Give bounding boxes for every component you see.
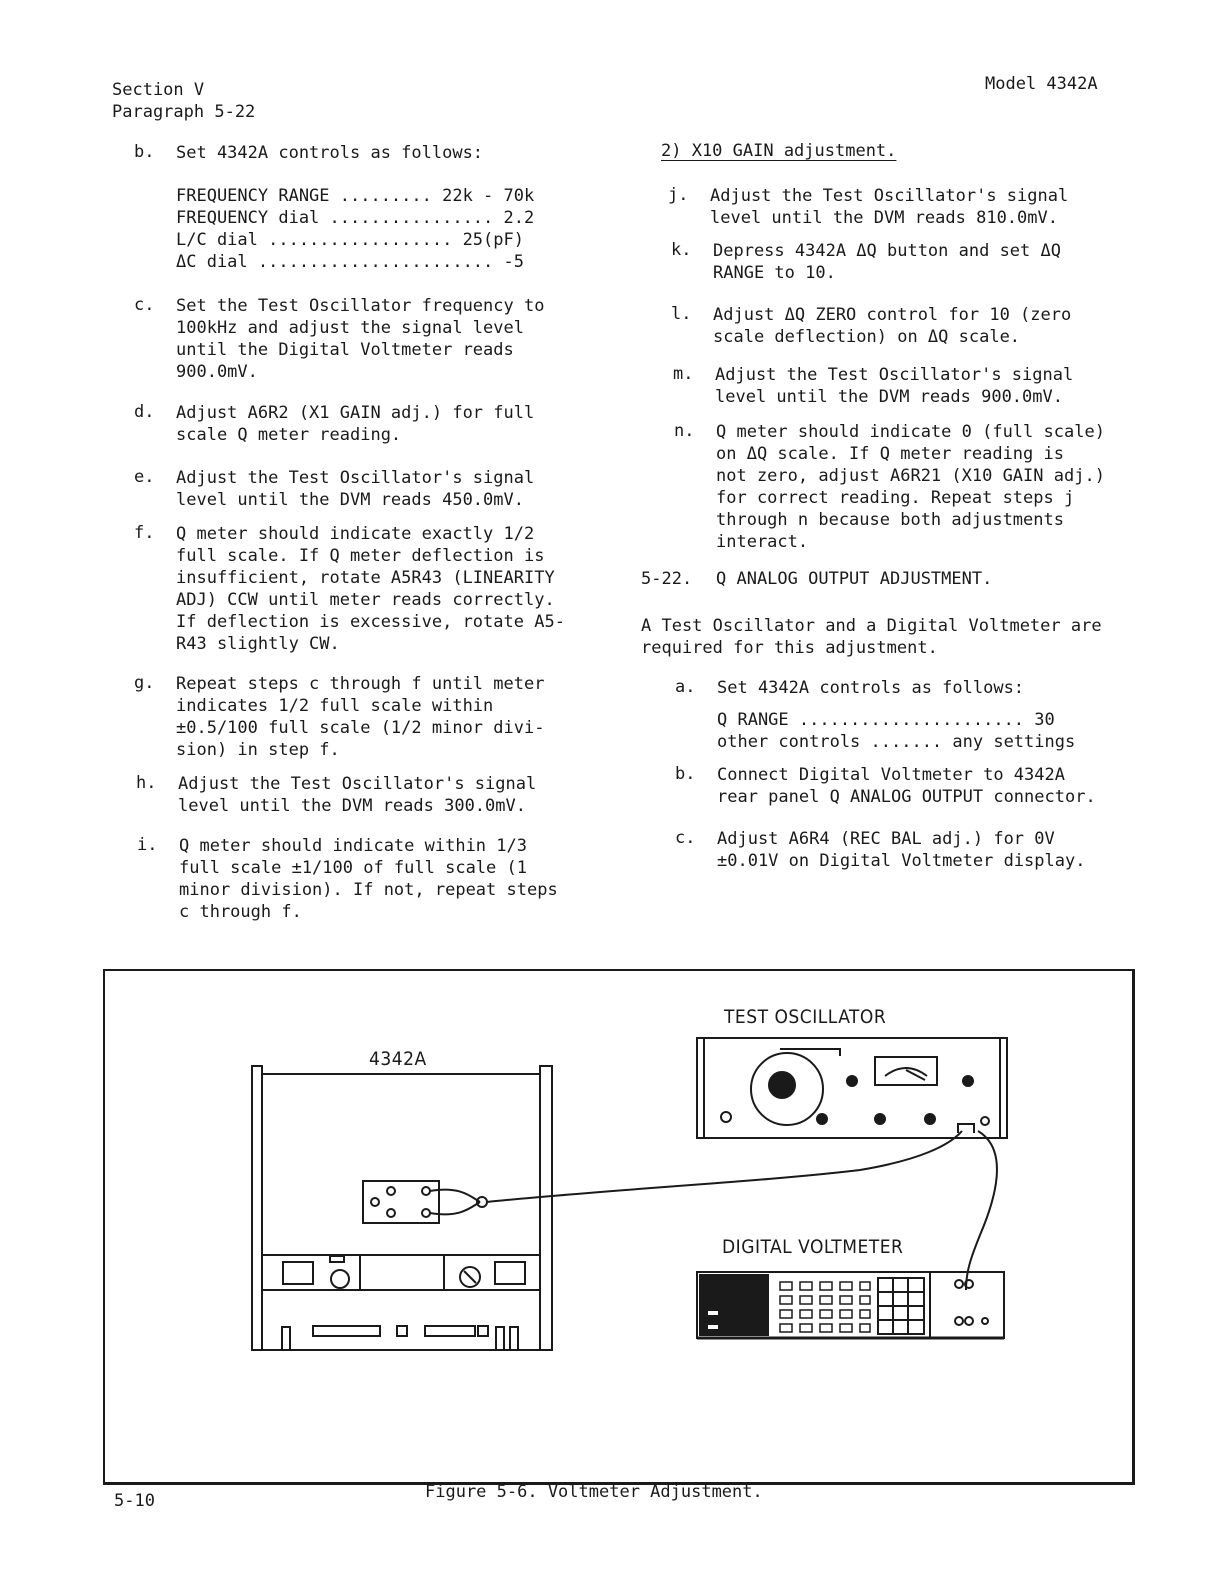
step-text: Adjust the Test Oscillator's signal level until the DVM reads 900.0mV. bbox=[715, 365, 1074, 407]
step-text: Set the Test Oscillator frequency to 100kHz and adjust the signal level until the Digital Voltmeter reads 900.0mV. bbox=[176, 296, 545, 382]
step-label: a. bbox=[675, 677, 696, 697]
step-label: f. bbox=[134, 523, 155, 543]
step-label: h. bbox=[136, 773, 157, 793]
step-text: Adjust A6R4 (REC BAL adj.) for 0V ±0.01V on Digital Voltmeter display. bbox=[717, 829, 1086, 871]
page-number: 5-10 bbox=[114, 1491, 155, 1511]
step-text: Q meter should indicate within 1/3 full scale ±1/100 of full scale (1 minor division). If not, repeat steps c through f. bbox=[179, 836, 558, 922]
step-text: Set 4342A controls as follows: bbox=[176, 143, 484, 163]
instrument-label: 4342A bbox=[369, 1048, 427, 1070]
step-label: l. bbox=[671, 304, 692, 324]
step-label: e. bbox=[134, 467, 155, 487]
instrument-4342a bbox=[252, 1066, 552, 1350]
figure-caption: Figure 5-6. Voltmeter Adjustment. bbox=[425, 1482, 763, 1502]
cable-oscillator bbox=[487, 1131, 962, 1202]
step-label: j. bbox=[668, 185, 689, 205]
setting-line: FREQUENCY RANGE ......... 22k - 70k bbox=[176, 186, 535, 206]
step-text: Adjust ΔQ ZERO control for 10 (zero scale deflection) on ΔQ scale. bbox=[713, 305, 1072, 347]
subheading-x10-gain: 2) X10 GAIN adjustment. bbox=[661, 141, 897, 161]
step-label: g. bbox=[134, 673, 155, 693]
step-label: k. bbox=[671, 240, 692, 260]
paragraph-number: 5-22. bbox=[641, 569, 693, 589]
step-text: Adjust the Test Oscillator's signal level until the DVM reads 300.0mV. bbox=[178, 774, 537, 816]
setting-line: other controls ....... any settings bbox=[717, 732, 1076, 752]
step-label: b. bbox=[134, 142, 155, 162]
step-text: Repeat steps c through f until meter indicates 1/2 full scale within ±0.5/100 full scale (1/2 minor divi- sion) in step f. bbox=[176, 674, 545, 760]
step-text: Connect Digital Voltmeter to 4342A rear panel Q ANALOG OUTPUT connector. bbox=[717, 765, 1096, 807]
step-text: Set 4342A controls as follows: bbox=[717, 678, 1025, 698]
paragraph-title: Q ANALOG OUTPUT ADJUSTMENT. bbox=[716, 569, 993, 589]
step-label: c. bbox=[675, 828, 696, 848]
step-text: Adjust the Test Oscillator's signal level until the DVM reads 450.0mV. bbox=[176, 468, 535, 510]
step-label: m. bbox=[673, 364, 694, 384]
step-label: c. bbox=[134, 295, 155, 315]
setting-line: Q RANGE ...................... 30 bbox=[717, 710, 1055, 730]
step-label: b. bbox=[675, 764, 696, 784]
step-text: Q meter should indicate 0 (full scale) on ΔQ scale. If Q meter reading is not zero, adjust A6R21 (X10 GAIN adj.) for correct reading. Repeat steps j through n because both adjustments interact. bbox=[716, 422, 1105, 552]
step-label: i. bbox=[137, 835, 158, 855]
step-text: Adjust the Test Oscillator's signal level until the DVM reads 810.0mV. bbox=[710, 186, 1069, 228]
paragraph-intro: A Test Oscillator and a Digital Voltmeter are required for this adjustment. bbox=[641, 616, 1102, 658]
model-label: Model 4342A bbox=[985, 74, 1098, 94]
step-label: d. bbox=[134, 402, 155, 422]
voltmeter-label: DIGITAL VOLTMETER bbox=[722, 1236, 904, 1258]
cable-voltmeter bbox=[966, 1131, 997, 1290]
oscillator-label: TEST OSCILLATOR bbox=[724, 1006, 887, 1028]
section-label: Section V bbox=[112, 80, 205, 100]
step-text: Adjust A6R2 (X1 GAIN adj.) for full scale Q meter reading. bbox=[176, 403, 535, 445]
test-oscillator bbox=[697, 1038, 1007, 1138]
step-label: n. bbox=[674, 421, 695, 441]
setting-line: L/C dial .................. 25(pF) bbox=[176, 230, 524, 250]
step-text: Depress 4342A ΔQ button and set ΔQ RANGE to 10. bbox=[713, 241, 1061, 283]
step-text: Q meter should indicate exactly 1/2 full scale. If Q meter deflection is insufficient, rotate A5R43 (LINEARITY ADJ) CCW until meter reads correctly. If deflection is excessive, rotate A5- R43 slightly CW. bbox=[176, 524, 565, 654]
setting-line: ΔC dial ....................... -5 bbox=[176, 252, 524, 272]
setting-line: FREQUENCY dial ................ 2.2 bbox=[176, 208, 535, 228]
paragraph-label: Paragraph 5-22 bbox=[112, 102, 256, 122]
